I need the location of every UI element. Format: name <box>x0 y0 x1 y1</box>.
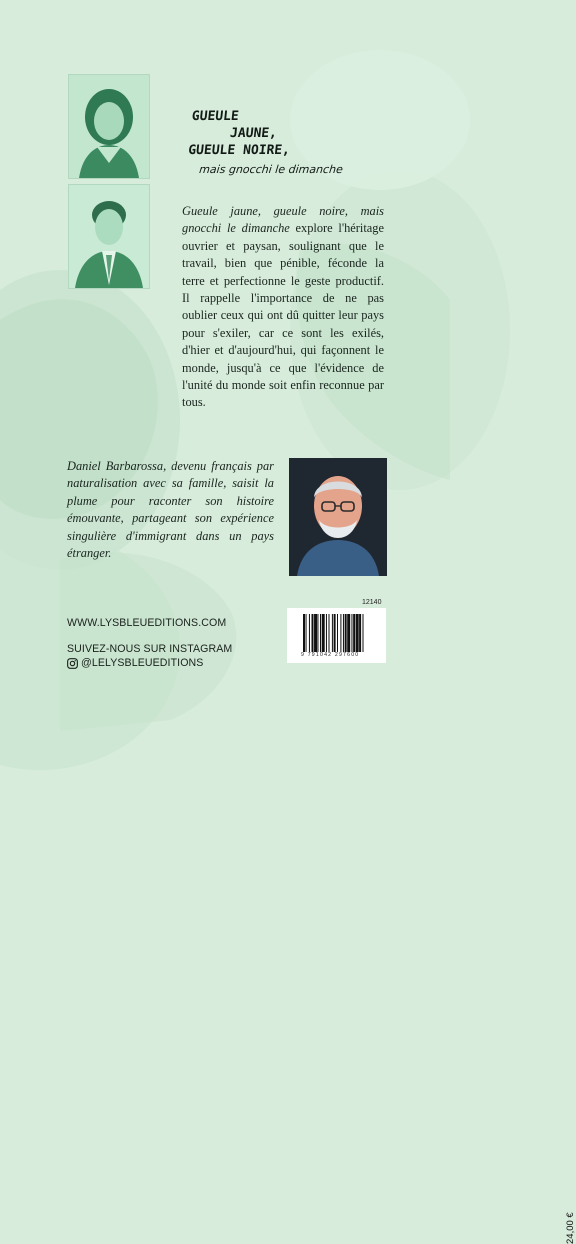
title-line-3: GUEULE NOIRE, <box>187 143 291 158</box>
author-bio: Daniel Barbarossa, devenu français par naturalisation avec sa famille, saisit la plume pour raconter son histoire émouvante, partageant son expérience singulière d'immigrant dans un pays étranger. <box>67 459 274 561</box>
instagram-handle: @LELYSBLEUEDITIONS <box>81 657 204 669</box>
isbn-digits: 9 791042 297600 <box>301 652 360 658</box>
book-blurb <box>182 203 384 412</box>
blurb-title-italic: Gueule jaune, gueule noire, mais gnocchi le dimanche <box>182 204 384 236</box>
publisher-website[interactable]: WWW.LYSBLEUEDITIONS.COM <box>67 617 227 629</box>
instagram-follow-label: SUIVEZ-NOUS SUR INSTAGRAM <box>67 643 233 655</box>
price-label: 24,00 € <box>565 1212 576 1244</box>
archive-photo-man <box>68 184 150 289</box>
title-line-1: GUEULE <box>190 109 240 124</box>
barcode-bars <box>303 614 381 652</box>
barcode-box <box>287 608 576 1244</box>
archive-photo-woman <box>68 74 150 179</box>
blurb-text: explore l'héritage ouvrier et paysan, soulignant que le travail, bien que pénible, féconde la terre et perfectionne le geste productif. Il rappelle l'importance de ne pas oublier ceux qui ont dû quitter leur pays pour s'exiler, car ce sont les exilés, d'hier et d'aujourd'hui, qui façonnent le monde, jusqu'à ce que l'évidence de l'unité du monde soit enfin reconnue par tous. <box>182 221 384 410</box>
title-line-2: JAUNE, <box>229 126 278 141</box>
instagram-handle-row[interactable] <box>67 657 203 669</box>
catalog-code: 12140 <box>362 599 382 606</box>
title-subtitle: mais gnocchi le dimanche <box>198 163 344 176</box>
book-title <box>156 108 413 178</box>
author-photo <box>289 458 387 576</box>
instagram-icon <box>67 658 78 669</box>
